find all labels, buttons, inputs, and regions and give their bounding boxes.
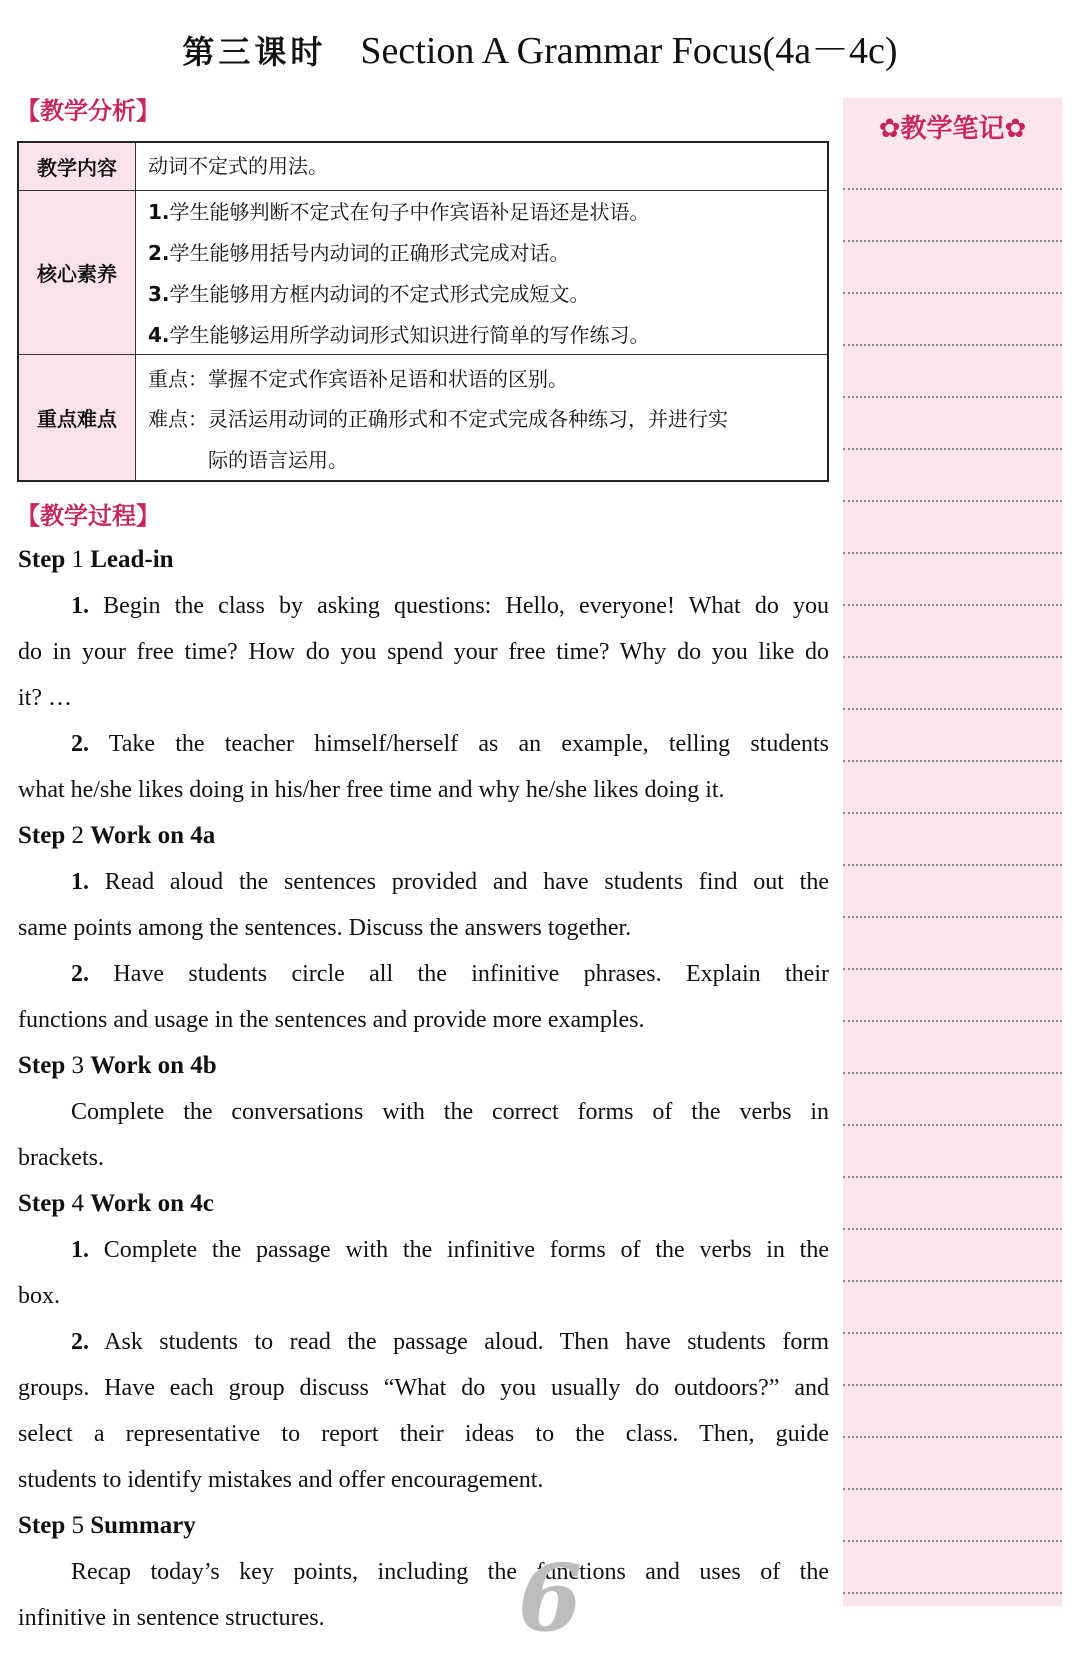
paragraph-line: groups. Have each group discuss “What do you usually do outdoors?” and <box>18 1375 829 1401</box>
paragraph-number: 1. <box>71 869 89 895</box>
paragraph-line: brackets. <box>18 1145 104 1171</box>
step-label: Step <box>18 1512 66 1539</box>
note-rule-line <box>843 1020 1062 1022</box>
step-number: 5 <box>71 1512 84 1539</box>
note-rule-line <box>843 1124 1062 1126</box>
step-title: Summary <box>90 1512 196 1539</box>
content-line: 难点：灵活运用动词的正确形式和不定式完成各种练习，并进行实 <box>148 407 728 431</box>
step-label: Step <box>18 546 66 573</box>
item-number: 4. <box>148 323 170 347</box>
notes-column <box>843 98 1062 1606</box>
row-content <box>136 355 827 480</box>
item-number: 1. <box>148 200 170 224</box>
paragraph-line: what he/she likes doing in his/her free time and why he/she likes doing it. <box>18 777 725 803</box>
paragraph-line <box>71 866 829 898</box>
note-rule-line <box>843 552 1062 554</box>
section-title: Section A Grammar Focus(4a－4c) <box>360 30 898 72</box>
step-label: Step <box>18 1190 66 1217</box>
item-number: 2. <box>148 241 170 265</box>
paragraph-line: box. <box>18 1283 60 1309</box>
paragraph-line <box>71 1234 829 1266</box>
paragraph-line: same points among the sentences. Discuss the answers together. <box>18 915 632 941</box>
note-rule-line <box>843 1176 1062 1178</box>
row-label: 重点难点 <box>19 355 136 480</box>
note-rule-line <box>843 188 1062 190</box>
note-rule-line <box>843 968 1062 970</box>
step-title: Lead-in <box>90 546 174 573</box>
paragraph-number: 1. <box>71 593 89 619</box>
paragraph-line: students to identify mistakes and offer encouragement. <box>18 1467 544 1493</box>
step-label: Step <box>18 1052 66 1079</box>
step-heading <box>18 544 174 576</box>
content-line <box>148 321 650 349</box>
table-row-key-points <box>19 355 827 480</box>
paragraph-number: 2. <box>71 1329 89 1355</box>
note-rule-line <box>843 1488 1062 1490</box>
table-row-content <box>19 143 827 191</box>
paragraph-line <box>71 958 829 990</box>
note-rule-line <box>843 656 1062 658</box>
note-rule-line <box>843 448 1062 450</box>
note-rule-line <box>843 396 1062 398</box>
note-rule-line <box>843 292 1062 294</box>
line-text: Begin the class by asking questions: Hello, everyone! What do you <box>103 593 829 619</box>
note-rule-line <box>843 708 1062 710</box>
row-label: 核心素养 <box>19 191 136 354</box>
note-rule-line <box>843 864 1062 866</box>
content-line: 动词不定式的用法。 <box>148 154 328 178</box>
page-title <box>0 28 1080 75</box>
row-content <box>136 191 827 354</box>
step-title: Work on 4a <box>90 822 216 849</box>
paragraph-line: functions and usage in the sentences and provide more examples. <box>18 1007 645 1033</box>
note-rule-line <box>843 1592 1062 1594</box>
step-number: 2 <box>71 822 84 849</box>
note-rule-line <box>843 1384 1062 1386</box>
note-rule-line <box>843 916 1062 918</box>
step-number: 1 <box>71 546 84 573</box>
step-label: Step <box>18 822 66 849</box>
row-content <box>136 143 827 190</box>
paragraph-line: do in your free time? How do you spend your free time? Why do you like do <box>18 639 829 665</box>
notes-title: ✿教学笔记✿ <box>878 114 1027 144</box>
note-rule-line <box>843 1072 1062 1074</box>
step-title: Work on 4c <box>90 1190 214 1217</box>
paragraph-line <box>71 728 829 760</box>
line-text: Ask students to read the passage aloud. Then have students form <box>104 1329 829 1355</box>
paragraph-number: 2. <box>71 961 89 987</box>
step-heading <box>18 820 215 852</box>
content-line <box>148 280 590 308</box>
content-line: 重点：掌握不定式作宾语补足语和状语的区别。 <box>148 367 568 391</box>
note-rule-line <box>843 344 1062 346</box>
item-number: 3. <box>148 282 170 306</box>
note-rule-line <box>843 1332 1062 1334</box>
note-rule-line <box>843 1436 1062 1438</box>
page-number: 6 <box>518 1544 583 1652</box>
paragraph-line <box>71 1326 829 1358</box>
step-heading <box>18 1510 196 1542</box>
item-text: 学生能够运用所学动词形式知识进行简单的写作练习。 <box>169 323 650 347</box>
note-rule-line <box>843 500 1062 502</box>
content-line <box>148 198 650 226</box>
note-rule-line <box>843 604 1062 606</box>
paragraph-number: 2. <box>71 731 89 757</box>
lesson-label: 第三课时 <box>182 33 327 71</box>
note-rule-line <box>843 812 1062 814</box>
content-line <box>148 239 570 267</box>
paragraph-line <box>71 590 829 622</box>
table-row-core <box>19 191 827 355</box>
content-line: 际的语言运用。 <box>208 448 348 472</box>
paragraph-number: 1. <box>71 1237 89 1263</box>
process-header: 【教学过程】 <box>16 502 160 530</box>
note-rule-line <box>843 1280 1062 1282</box>
line-text: Read aloud the sentences provided and have students find out the <box>104 869 829 895</box>
step-title: Work on 4b <box>90 1052 217 1079</box>
step-number: 4 <box>71 1190 84 1217</box>
note-rule-line <box>843 1228 1062 1230</box>
line-text: Complete the passage with the infinitive forms of the verbs in the <box>103 1237 829 1263</box>
step-number: 3 <box>71 1052 84 1079</box>
paragraph-line: Complete the conversations with the correct forms of the verbs in <box>71 1099 829 1125</box>
note-rule-line <box>843 760 1062 762</box>
step-heading <box>18 1050 217 1082</box>
line-text: Take the teacher himself/herself as an example, telling students <box>108 731 829 757</box>
paragraph-line: infinitive in sentence structures. <box>18 1605 325 1631</box>
analysis-table <box>17 141 829 482</box>
paragraph-line: Recap today’s key points, including the functions and uses of the <box>71 1559 829 1585</box>
item-text: 学生能够用方框内动词的不定式形式完成短文。 <box>169 282 590 306</box>
analysis-header: 【教学分析】 <box>16 97 160 125</box>
item-text: 学生能够用括号内动词的正确形式完成对话。 <box>169 241 570 265</box>
item-text: 学生能够判断不定式在句子中作宾语补足语还是状语。 <box>169 200 650 224</box>
line-text: Have students circle all the infinitive phrases. Explain their <box>113 961 829 987</box>
step-heading <box>18 1188 214 1220</box>
row-label: 教学内容 <box>19 143 136 190</box>
paragraph-line: it? … <box>18 685 72 711</box>
paragraph-line: select a representative to report their ideas to the class. Then, guide <box>18 1421 829 1447</box>
note-rule-line <box>843 1540 1062 1542</box>
note-rule-line <box>843 240 1062 242</box>
